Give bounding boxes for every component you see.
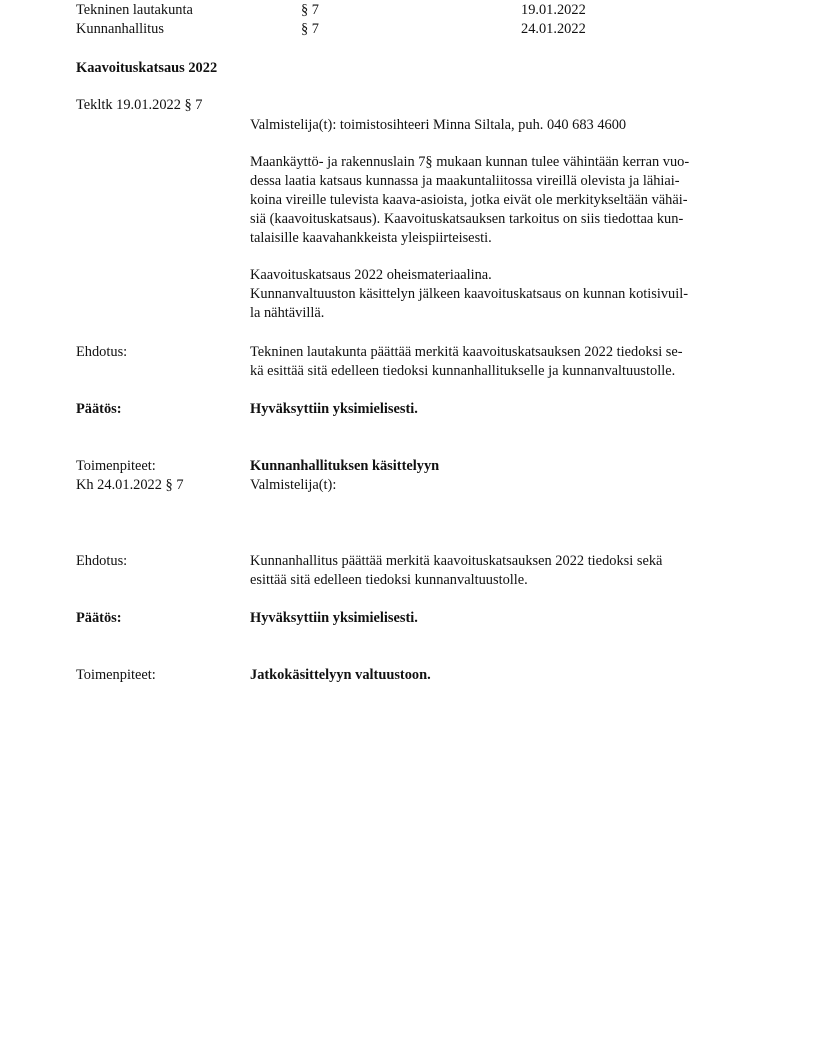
paragraph-line: la nähtävillä. xyxy=(250,305,325,321)
decision-label: Päätös: xyxy=(76,610,122,626)
meeting-reference: Kh 24.01.2022 § 7 xyxy=(76,477,184,493)
paragraph-line: dessa laatia katsaus kunnassa ja maakuntaliitossa vireillä olevista ja lähiai- xyxy=(250,173,680,189)
paragraph-line: esittää sitä edelleen tiedoksi kunnanvaltuustolle. xyxy=(250,572,528,588)
decision-text: Hyväksyttiin yksimielisesti. xyxy=(250,610,418,626)
actions-label: Toimenpiteet: xyxy=(76,667,156,683)
header-row-date: 24.01.2022 xyxy=(521,21,586,37)
paragraph-line: Tekninen lautakunta päättää merkitä kaavoituskatsauksen 2022 tiedoksi se- xyxy=(250,344,683,360)
decision-label: Päätös: xyxy=(76,401,122,417)
paragraph-line: Kaavoituskatsaus 2022 oheismateriaalina. xyxy=(250,267,492,283)
proposal-text xyxy=(250,552,740,590)
paragraph-line: Kunnanvaltuuston käsittelyn jälkeen kaavoituskatsaus on kunnan kotisivuil- xyxy=(250,286,689,302)
document-title: Kaavoituskatsaus 2022 xyxy=(76,60,218,76)
proposal-text xyxy=(250,343,740,381)
decision-text: Hyväksyttiin yksimielisesti. xyxy=(250,401,418,417)
material-paragraph xyxy=(250,266,740,323)
header-row-date: 19.01.2022 xyxy=(521,2,586,18)
header-row-section: § 7 xyxy=(301,2,319,18)
actions-label: Toimenpiteet: xyxy=(76,458,156,474)
proposal-label: Ehdotus: xyxy=(76,553,128,569)
header-row-section: § 7 xyxy=(301,21,319,37)
header-row-body: Kunnanhallitus xyxy=(76,21,164,37)
header-row-body: Tekninen lautakunta xyxy=(76,2,193,18)
paragraph-line: koina vireille tulevista kaava-asioista, jotka eivät ole merkitykseltään vähäi- xyxy=(250,192,688,208)
proposal-label: Ehdotus: xyxy=(76,344,128,360)
paragraph-line: siä (kaavoituskatsaus). Kaavoituskatsauksen tarkoitus on siis tiedottaa kun- xyxy=(250,211,684,227)
paragraph-line: kä esittää sitä edelleen tiedoksi kunnanhallitukselle ja kunnanvaltuustolle. xyxy=(250,363,676,379)
preparer-line: Valmistelija(t): toimistosihteeri Minna Siltala, puh. 040 683 4600 xyxy=(250,117,627,133)
meeting-reference: Tekltk 19.01.2022 § 7 xyxy=(76,97,203,113)
paragraph-line: talaisille kaavahankkeista yleispiirteisesti. xyxy=(250,230,492,246)
intro-paragraph xyxy=(250,153,740,248)
actions-heading: Kunnanhallituksen käsittelyyn xyxy=(250,458,440,474)
paragraph-line: Kunnanhallitus päättää merkitä kaavoituskatsauksen 2022 tiedoksi sekä xyxy=(250,553,663,569)
paragraph-line: Maankäyttö- ja rakennuslain 7§ mukaan kunnan tulee vähintään kerran vuo- xyxy=(250,154,690,170)
preparer-line: Valmistelija(t): xyxy=(250,477,337,493)
actions-text: Jatkokäsittelyyn valtuustoon. xyxy=(250,667,431,683)
